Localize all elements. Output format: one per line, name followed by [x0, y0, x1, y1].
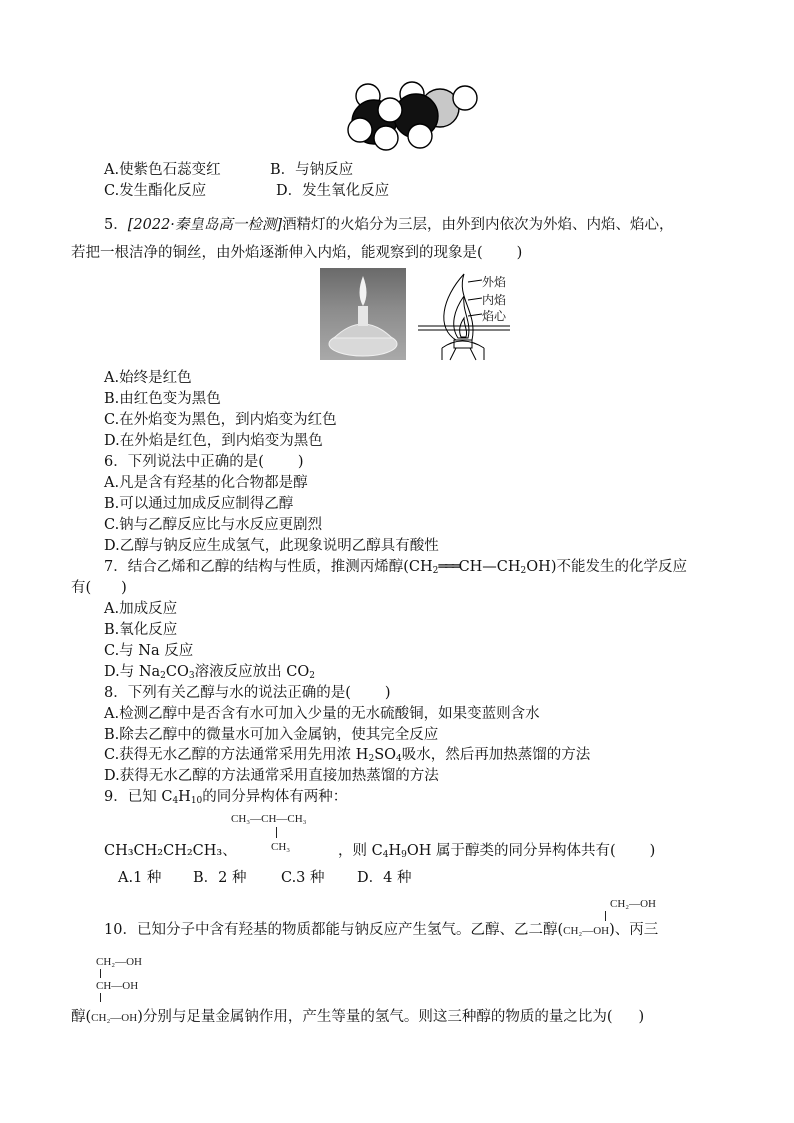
glycerol-bond-1: [100, 969, 101, 978]
q8-option-b: B.除去乙醇中的微量水可加入金属钠，使其完全反应: [104, 727, 439, 743]
q4-option-c: C.发生酯化反应: [104, 183, 207, 199]
q6-stem: 6．下列说法中正确的是( ): [104, 454, 304, 470]
q5-option-c: C.在外焰变为黑色，到内焰变为红色: [104, 412, 337, 428]
q8-stem: 8．下列有关乙醇与水的说法正确的是( ): [104, 685, 391, 701]
ethylene-glycol-top: CH₂—OH: [610, 898, 657, 910]
h-atom: [348, 118, 372, 142]
q9-option-a: A.1 种: [118, 870, 162, 886]
flame-label-inner: 内焰: [482, 293, 507, 307]
q7-option-b: B.氧化反应: [104, 622, 178, 638]
q6-option-c: C.钠与乙醇反应比与水反应更剧烈: [104, 517, 323, 533]
q10-stem-line1: 10．已知分子中含有羟基的物质都能与钠反应产生氢气。乙醇、乙二醇(CH₂—OH)、丙三: [104, 922, 659, 938]
molecule-model-figure: [346, 80, 480, 152]
q8-option-c: C.获得无水乙醇的方法通常采用先用浓 $H_2SO_4$吸水，然后再加热蒸馏的方法: [104, 747, 591, 764]
glycerol-line1: CH₂—OH: [96, 956, 143, 968]
q9-option-c: C.3 种: [281, 870, 325, 886]
q5-stem-line1: 5．[2022·秦皇岛高一检测]酒精灯的火焰分为三层，由外到内依次为外焰、内焰、焰心，: [104, 217, 674, 233]
alcohol-lamp-photo: [320, 268, 406, 360]
isobutane-bond: [276, 827, 277, 838]
ethylene-glycol-bottom: CH₂—OH: [563, 925, 610, 937]
glycerol-bond-2: [100, 993, 101, 1002]
q5-stem-line2: 若把一根洁净的铜丝，由外焰逐渐伸入内焰，能观察到的现象是( ): [71, 245, 523, 261]
q9-stem: 9．已知 $C_4H_{10}$的同分异构体有两种：: [104, 789, 348, 806]
q6-option-d: D.乙醇与钠反应生成氢气，此现象说明乙醇具有酸性: [104, 538, 439, 554]
q5-option-b: B.由红色变为黑色: [104, 391, 221, 407]
q5-source: [2022·秦皇岛高一检测]: [127, 217, 283, 233]
q6-option-a: A.凡是含有羟基的化合物都是醇: [104, 475, 308, 491]
q5-option-d: D.在外焰是红色，到内焰变为黑色: [104, 433, 323, 449]
q9-first-isomer: CH₃CH₂CH₂CH₃、: [104, 843, 237, 859]
glycerol-line3: CH₂—OH: [91, 1012, 138, 1024]
q10-stem-line2: 醇(CH₂—OH)分别与足量金属钠作用，产生等量的氢气。则这三种醇的物质的量之比为( ): [71, 1009, 645, 1025]
q4-option-d: D．发生氧化反应: [276, 183, 390, 199]
isobutane-structure-branch: CH₃: [271, 841, 291, 853]
q7-stem-line1: 7．结合乙烯和乙醇的结构与性质，推测丙烯醇$(CH_2═══CH—CH_2OH)$不能发生的化学反应: [104, 559, 687, 576]
q7-option-d: D.与 $Na_2CO_3$溶液反应放出 $CO_2$: [104, 664, 315, 681]
q9-question: ，则 $C_4H_9OH$ 属于醇类的同分异构体共有( ): [338, 843, 656, 860]
q7-option-c: C.与 Na 反应: [104, 643, 194, 659]
isobutane-structure-top: CH₃—CH—CH₃: [231, 813, 307, 825]
h-atom: [378, 98, 402, 122]
q9-option-d: D．4 种: [357, 870, 412, 886]
glycerol-line2: CH—OH: [96, 980, 139, 992]
q7-option-a: A.加成反应: [104, 601, 178, 617]
h-atom: [374, 126, 398, 150]
flame-label-core: 焰心: [482, 309, 507, 323]
q9-option-b: B．2 种: [193, 870, 247, 886]
q6-option-b: B.可以通过加成反应制得乙醇: [104, 496, 294, 512]
q4-option-b: B．与钠反应: [270, 162, 354, 178]
h-atom: [453, 86, 477, 110]
flame-label-outer: 外焰: [482, 275, 507, 289]
q4-option-a: A.使紫色石蕊变红: [104, 162, 221, 178]
q5-option-a: A.始终是红色: [104, 370, 192, 386]
q8-option-a: A.检测乙醇中是否含有水可加入少量的无水硫酸铜，如果变蓝则含水: [104, 706, 540, 722]
h-atom: [408, 124, 432, 148]
q7-stem-line2: 有( ): [71, 580, 127, 596]
q8-option-d: D.获得无水乙醇的方法通常采用直接加热蒸馏的方法: [104, 768, 439, 784]
